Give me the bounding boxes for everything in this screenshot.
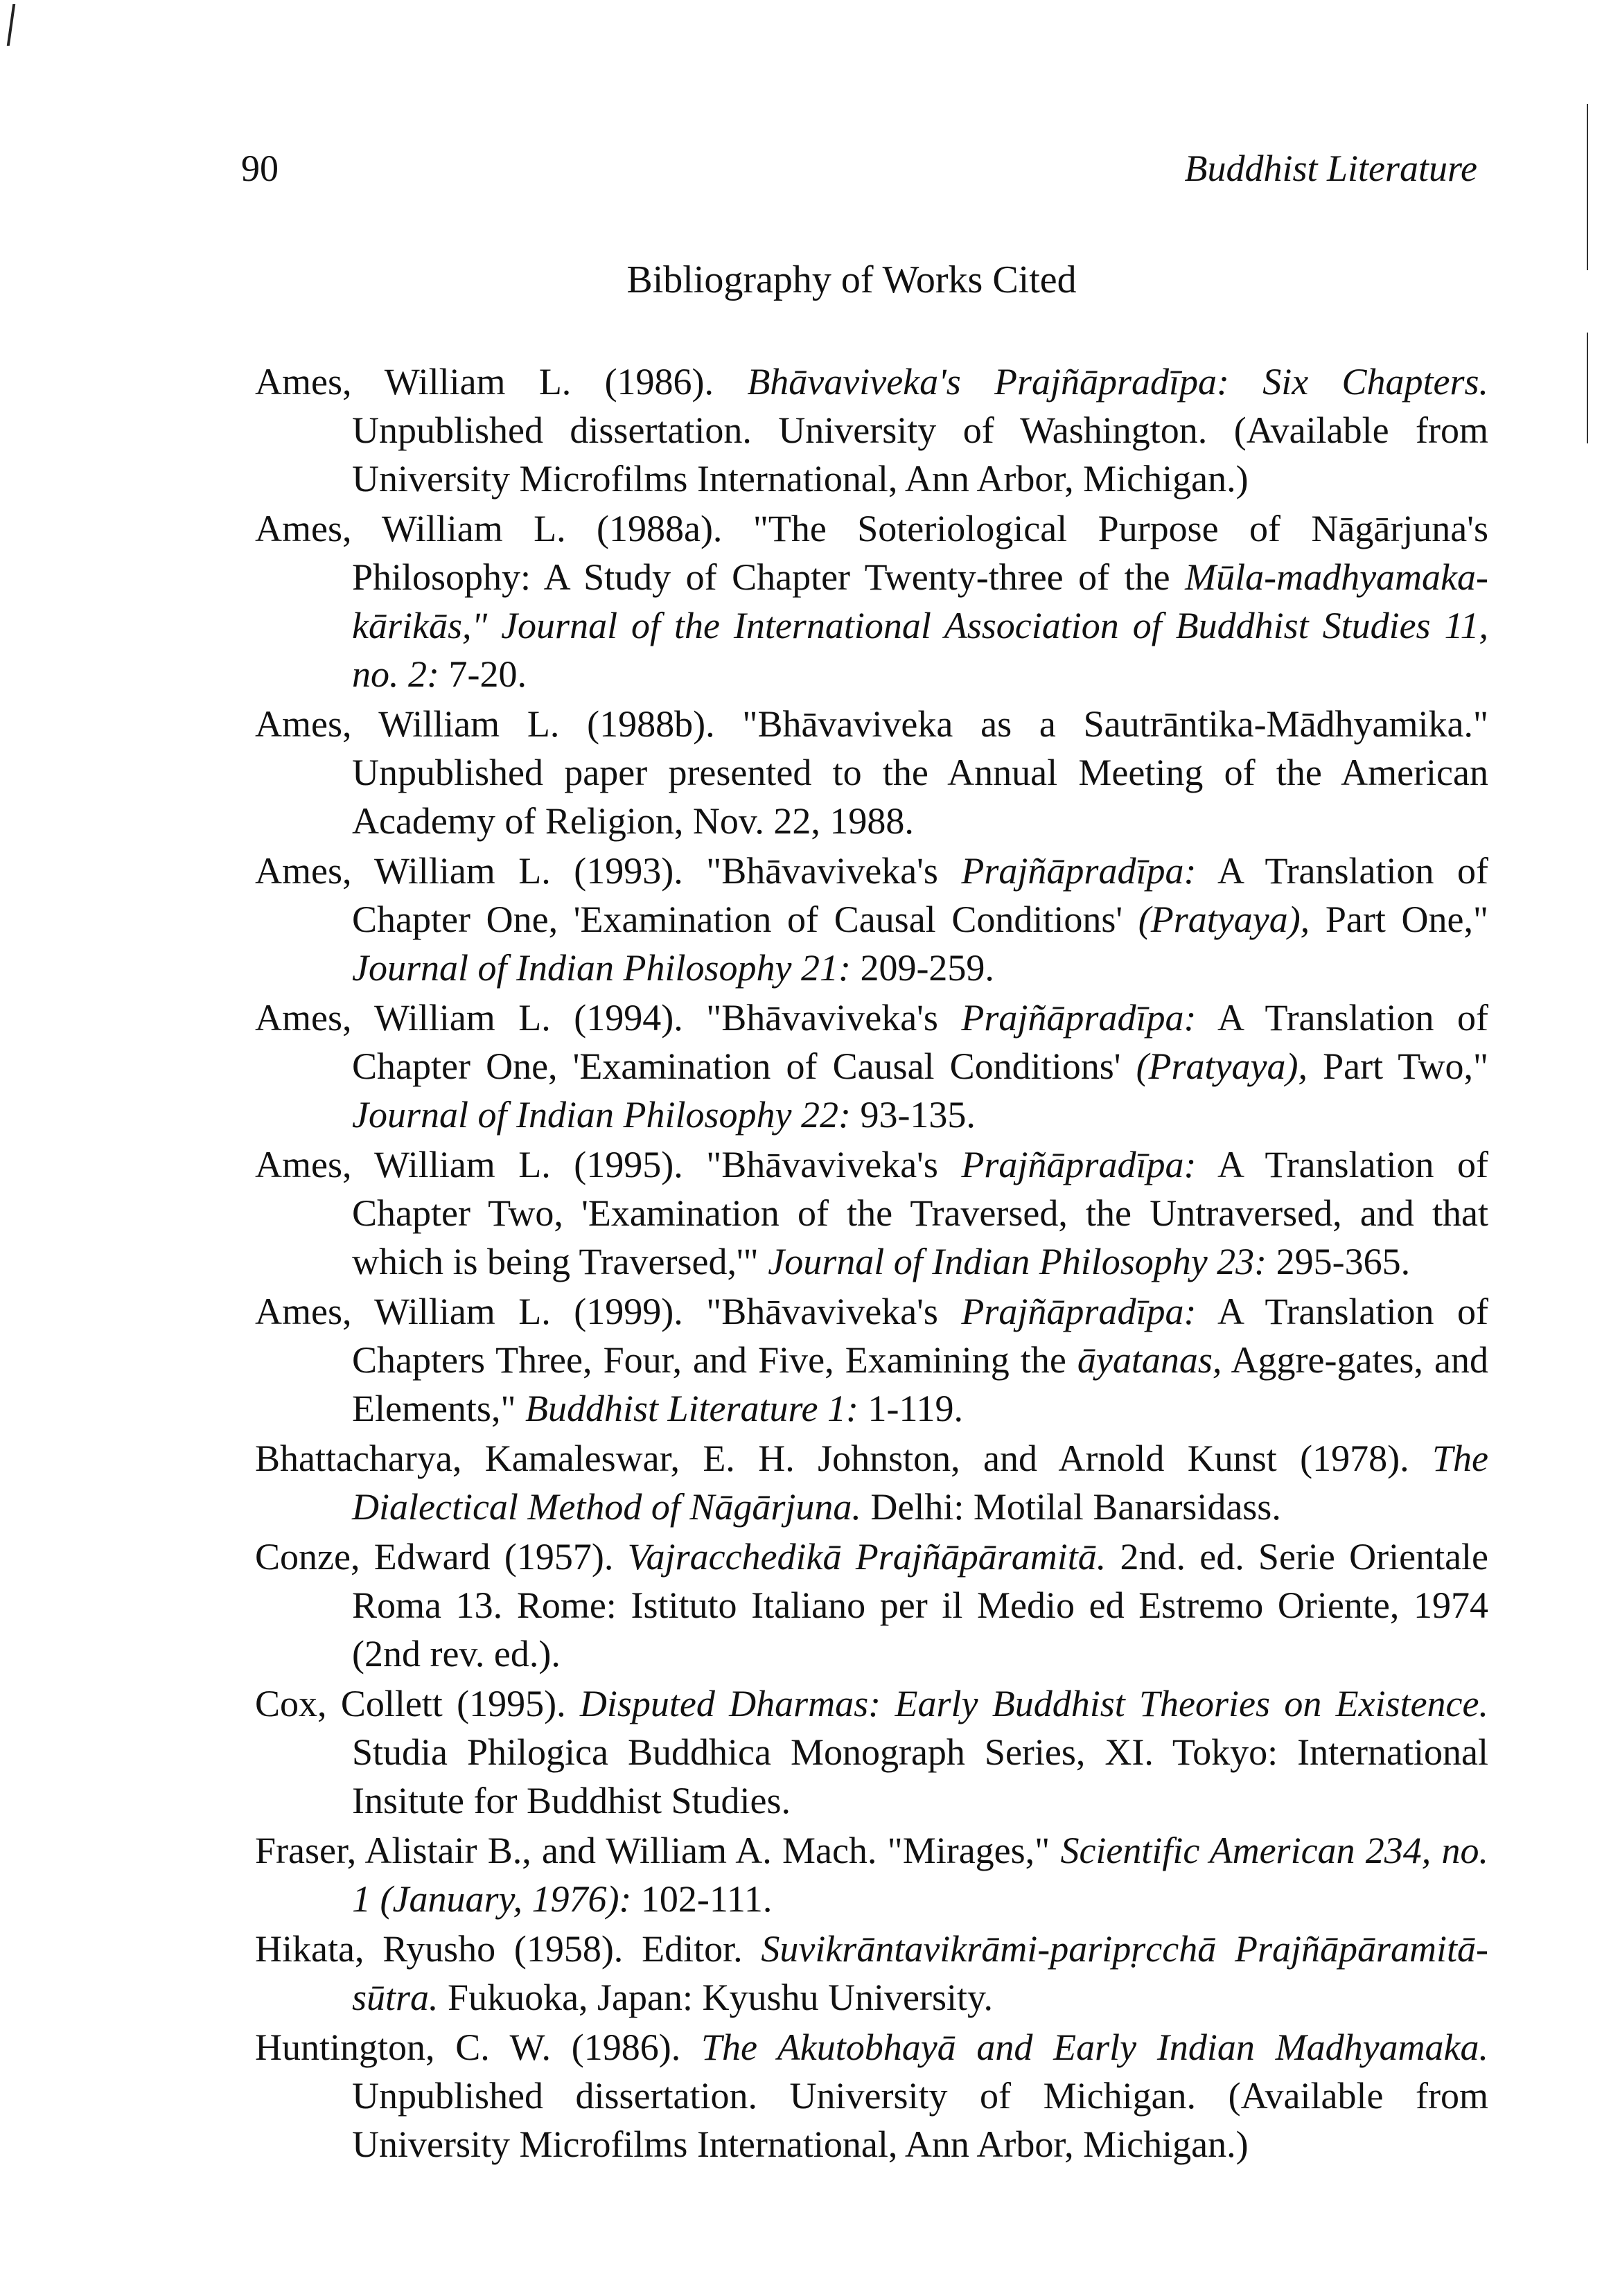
entry-author: Conze, Edward (1957). (255, 1536, 614, 1578)
running-title: Buddhist Literature (1184, 148, 1477, 189)
entry-article: Aggre-gates, and Elements," (352, 1339, 1489, 1429)
bibliography-entry (255, 1434, 1488, 1531)
entry-journal: Journal of the International Association of Buddhist Studies 11, no. 2: (352, 605, 1488, 695)
entry-details: 2nd. ed. Serie Orientale Roma 13. Rome: Istituto Italiano per il Medio ed Estremo Oriente, 1974 (2nd rev. ed.). (352, 1536, 1489, 1675)
entry-article: Part Two," (1323, 1045, 1489, 1087)
entry-author: Ames, William L. (1988a). (255, 508, 723, 549)
entry-author: Fraser, Alistair B., and William A. Mach. (255, 1830, 877, 1871)
entry-author: Ames, William L. (1993). (255, 850, 683, 892)
entry-article: A Translation of Chapters Three, Four, and Five, Examining the (352, 1291, 1488, 1381)
entry-author: Cox, Collett (1995). (255, 1683, 566, 1724)
entry-title: Vajracchedikā Prajñāpāramitā. (627, 1536, 1107, 1578)
entry-details: Studia Philogica Buddhica Monograph Series, XI. Tokyo: International Insitute for Buddhist Studies. (352, 1731, 1488, 1821)
entry-author: Ames, William L. (1995). (255, 1144, 683, 1185)
bibliography-entry (255, 1925, 1488, 2022)
entry-details: 295-365. (1276, 1241, 1411, 1282)
section-heading: Bibliography of Works Cited (626, 258, 1077, 301)
entry-title: Prajñāpradīpa: (961, 1291, 1197, 1332)
entry-article: "Bhāvaviveka's (706, 850, 938, 892)
entry-details: Delhi: Motilal Banarsidass. (870, 1486, 1281, 1528)
entry-details: 1-119. (868, 1388, 963, 1429)
entry-article: A Translation of Chapter One, 'Examination of Causal Conditions' (352, 997, 1488, 1087)
bibliography-entry (255, 700, 1488, 845)
entry-details: "Bhāvaviveka as a Sautrāntika-Mādhyamika." Unpublished paper presented to the Annual Meeting of the American Academy of Religion, Nov. 22, 1988. (352, 703, 1489, 842)
entry-title: Prajñāpradīpa: (961, 997, 1197, 1039)
entry-journal: Journal of Indian Philosophy 23: (768, 1241, 1267, 1282)
entry-title: Suvikrāntavikrāmi-paripṛcchā Prajñāpāramitā-sūtra. (352, 1928, 1488, 2018)
scan-margin-rule (1587, 104, 1588, 270)
bibliography-entry (255, 1826, 1488, 1923)
entry-title: Prajñāpradīpa: (961, 1144, 1197, 1185)
scan-margin-rule (1587, 333, 1588, 443)
bibliography-entry (255, 847, 1488, 992)
entry-details: 102-111. (640, 1878, 773, 1920)
entry-details: Unpublished dissertation. University of Michigan. (Available from University Microfilms International, Ann Arbor, Michigan.) (352, 2075, 1488, 2165)
entry-title: Disputed Dharmas: Early Buddhist Theories on Existence. (579, 1683, 1488, 1724)
bibliography-entry (255, 504, 1488, 698)
bibliography-entry (255, 1533, 1488, 1678)
entry-journal: Journal of Indian Philosophy 21: (352, 947, 851, 989)
entry-title: Scientific American 234, no. 1 (January, 1976): (352, 1830, 1489, 1920)
entry-author: Ames, William L. (1988b). (255, 703, 715, 745)
page-number: 90 (241, 148, 279, 189)
entry-title: Prajñāpradīpa: (961, 850, 1197, 892)
entry-article: "Bhāvaviveka's (706, 1144, 938, 1185)
entry-journal: Buddhist Literature 1: (525, 1388, 859, 1429)
entry-article: "Bhāvaviveka's (706, 1291, 938, 1332)
scan-mark (7, 4, 15, 46)
entry-author: Ames, William L. (1999). (255, 1291, 683, 1332)
entry-title: The Akutobhayā and Early Indian Madhyamaka. (701, 2026, 1489, 2068)
bibliography-entry (255, 1287, 1488, 1433)
entry-details: 209-259. (860, 947, 994, 989)
entry-term: āyatanas, (1077, 1339, 1222, 1381)
entry-author: Ames, William L. (1986). (255, 361, 714, 403)
entry-title: Mūla-madhyamaka-kārikās," (352, 556, 1488, 646)
entry-article: Part One," (1325, 899, 1489, 940)
bibliography-entry (255, 994, 1488, 1139)
entry-author: Bhattacharya, Kamaleswar, E. H. Johnston, and Arnold Kunst (1978). (255, 1438, 1409, 1479)
bibliography-entry (255, 1140, 1488, 1286)
entry-article: A Translation of Chapter Two, 'Examination of the Traversed, the Untraversed, and that which is being Traversed,'" (352, 1144, 1488, 1282)
entry-details: 7-20. (448, 653, 527, 695)
entry-title: The Dialectical Method of Nāgārjuna. (352, 1438, 1489, 1528)
bibliography-list (255, 357, 1488, 2170)
entry-author: Hikata, Ryusho (1958). Editor. (255, 1928, 743, 1970)
entry-title: Bhāvaviveka's Prajñāpradīpa: Six Chapters. (747, 361, 1488, 403)
entry-details: Fukuoka, Japan: Kyushu University. (448, 1977, 993, 2018)
entry-article: "The Soteriological Purpose of Nāgārjuna's Philosophy: A Study of Chapter Twenty-three of the (352, 508, 1488, 598)
entry-term: (Pratyaya), (1138, 899, 1310, 940)
entry-article: "Mirages," (887, 1830, 1050, 1871)
entry-details: Unpublished dissertation. University of Washington. (Available from University Microfilms International, Ann Arbor, Michigan.) (352, 409, 1488, 500)
entry-term: (Pratyaya), (1136, 1045, 1308, 1087)
bibliography-entry (255, 357, 1488, 503)
entry-author: Ames, William L. (1994). (255, 997, 683, 1039)
entry-article: A Translation of Chapter One, 'Examination of Causal Conditions' (352, 850, 1488, 940)
entry-author: Huntington, C. W. (1986). (255, 2026, 681, 2068)
bibliography-entry (255, 1679, 1488, 1825)
entry-journal: Journal of Indian Philosophy 22: (352, 1094, 851, 1136)
entry-article: "Bhāvaviveka's (706, 997, 938, 1039)
entry-details: 93-135. (860, 1094, 976, 1136)
bibliography-entry (255, 2023, 1488, 2169)
